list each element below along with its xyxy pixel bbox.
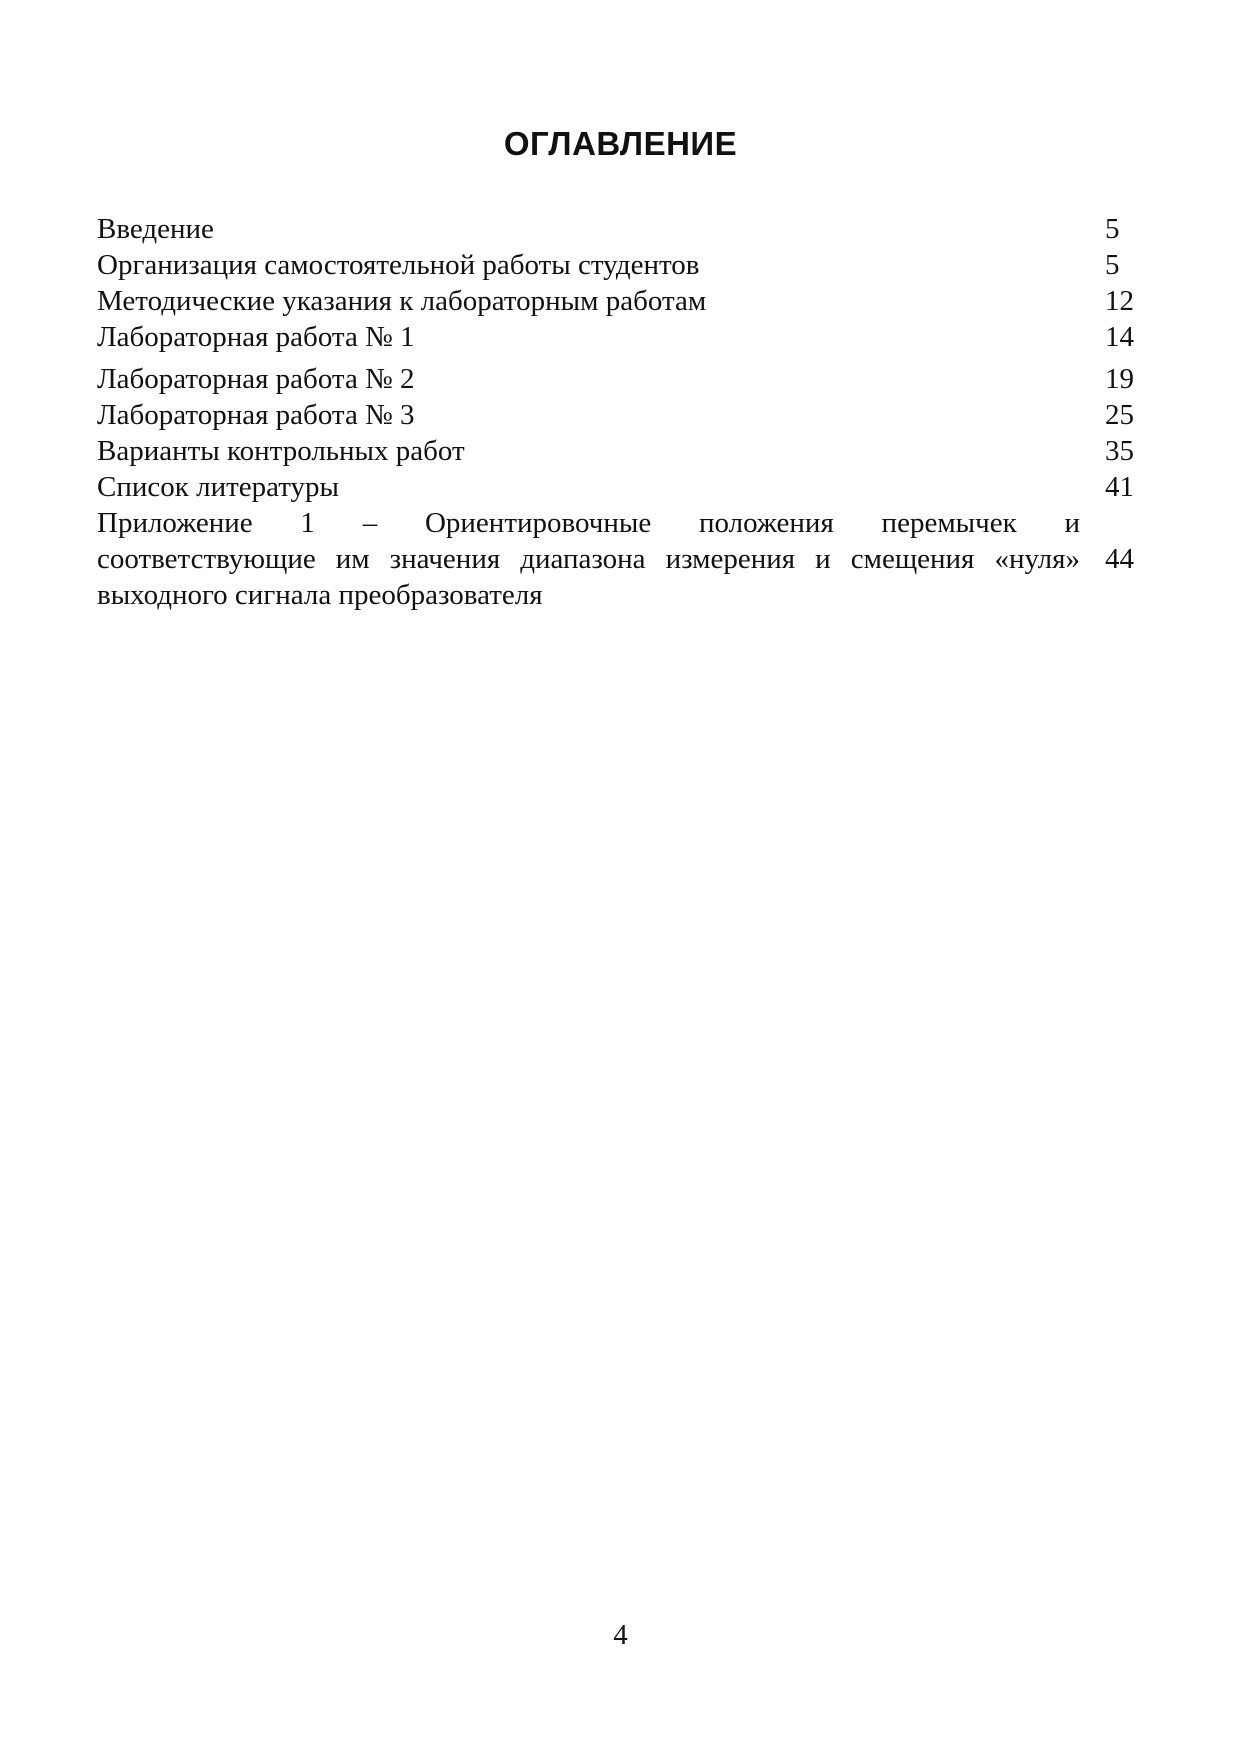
toc-entry [97,319,1137,355]
toc-entry-page-number: 14 [1105,321,1134,353]
toc-appendix-line: выходного сигнала преобразователя [97,579,543,611]
toc-entry-page-number: 5 [1105,213,1120,245]
toc-entry [97,397,1137,433]
toc-entry [97,247,1137,283]
toc-entry-page-number: 25 [1105,399,1134,431]
toc-entry-label: Лабораторная работа № 2 [97,363,415,395]
toc-appendix-line: Приложение 1 – Ориентировочные положения перемычек и [97,507,1080,539]
toc-entry-label: Введение [97,213,214,245]
toc-entry [97,433,1137,469]
toc-entry-page-number: 35 [1105,435,1134,467]
toc-entry-page-number: 5 [1105,249,1120,281]
toc-appendix-line: соответствующие им значения диапазона измерения и смещения «нуля» [97,543,1080,575]
toc-entry-label: Список литературы [97,471,340,503]
toc-entry-page-number: 12 [1105,285,1134,317]
page-number-footer: 4 [613,1619,628,1651]
toc-entry [97,283,1137,319]
page-title: ОГЛАВЛЕНИЕ [503,125,738,162]
toc-entry-label: Лабораторная работа № 1 [97,321,415,353]
toc-entry-page-number: 44 [1105,543,1134,575]
toc-appendix-entry-label [97,505,1105,613]
toc-entry-label: Методические указания к лабораторным работам [97,285,707,317]
toc-entry [97,211,1137,247]
toc-appendix-entry [97,505,1137,613]
toc-list [97,211,1137,613]
toc-entry [97,469,1137,505]
toc-entry-page-number: 41 [1105,471,1134,503]
toc-entry-label: Варианты контрольных работ [97,435,465,467]
toc-entry [97,361,1137,397]
toc-entry-page-number: 19 [1105,363,1134,395]
toc-entry-label: Организация самостоятельной работы студентов [97,249,700,281]
toc-entry-label: Лабораторная работа № 3 [97,399,415,431]
